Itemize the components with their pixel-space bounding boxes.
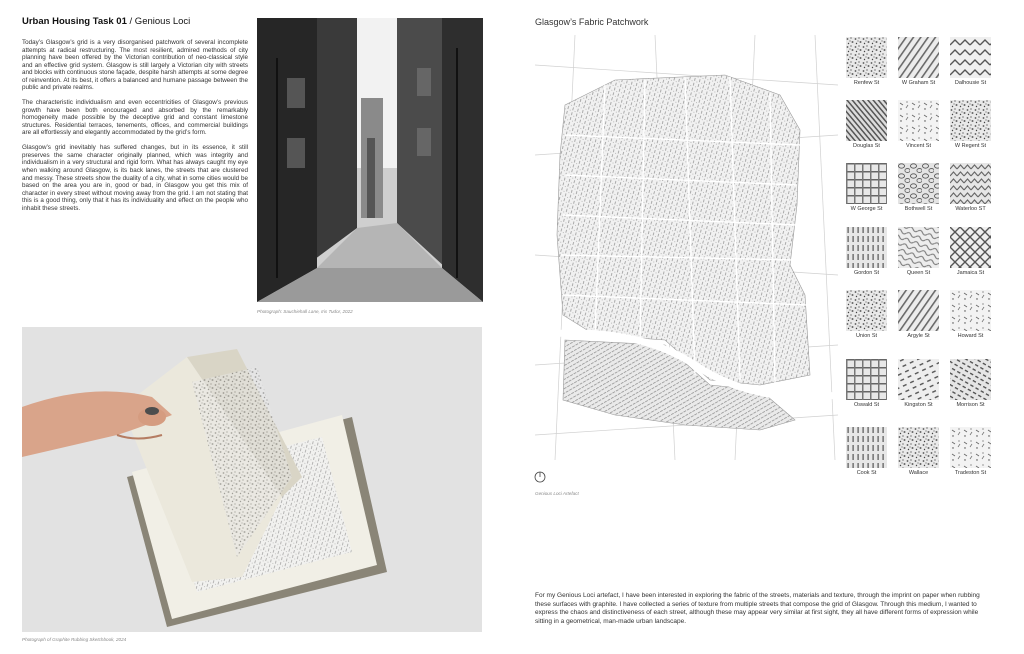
texture-swatch (950, 100, 991, 149)
texture-swatch-label: Morrison St (956, 402, 985, 408)
texture-swatch-label: Dalhousie St (954, 80, 987, 86)
patchwork-map (535, 35, 838, 460)
texture-swatch (898, 290, 939, 339)
texture-swatch-label: Queen St (906, 270, 931, 276)
texture-swatch-image (898, 427, 939, 468)
texture-swatch-image (898, 227, 939, 268)
texture-swatch (898, 100, 939, 149)
texture-swatch (898, 427, 939, 476)
sketchbook-photo (22, 327, 482, 632)
sketchbook-photo-image (22, 327, 482, 632)
texture-swatch (846, 290, 887, 339)
texture-swatch-image (846, 163, 887, 204)
title-light: / Genious Loci (126, 16, 191, 27)
texture-swatch-label: Wallace (908, 470, 929, 476)
essay-text (22, 39, 248, 220)
texture-swatch-image (950, 37, 991, 78)
texture-swatch-image (950, 100, 991, 141)
texture-swatch-image (846, 427, 887, 468)
texture-swatch-label: Argyle St (907, 333, 930, 339)
texture-swatch (950, 359, 991, 408)
texture-swatch-image (898, 290, 939, 331)
texture-swatch (950, 163, 991, 212)
map-title: Glasgow’s Fabric Patchwork (535, 17, 649, 27)
essay-paragraph-3: Glasgow’s grid inevitably has suffered changes, but in its essence, it still preserves the same character originally planned, which was integrity and individualism in a very structural and rigid form. What has always caught my eye when walking around Glasgow, is its back lanes, the streets that are clustered and messy. These streets show the duality of a city, what in some cities would be based on the area you are in, good or bad, in Glasgow you get this mix of character in every street without moving away from the grid. I am not stating that this is a good thing, only that it has its individuality and effect on the people who inhabit these streets. (22, 144, 248, 212)
texture-swatch (846, 163, 887, 212)
texture-swatch (846, 100, 887, 149)
texture-swatch-image (950, 290, 991, 331)
essay-paragraph-1: Today’s Glasgow’s grid is a very disorganised patchwork of several incomplete attempts at radical restructuring. The most resilient, admired methods of city planning have been offered by the Victorian contribution of neo-classical style and an effective grid system. Glasgow is still largely a Victorian city with streets and blocks with continuous stone façade, despite harsh attempts at some degree of reinvention. At its best, it offers a balanced and humane passage between the public and private realms. (22, 39, 248, 92)
texture-swatch-label: Tradeston St (954, 470, 987, 476)
texture-swatch-label: Douglas St (853, 143, 880, 149)
texture-swatch-label: Kingston St (904, 402, 933, 408)
texture-swatch-image (846, 227, 887, 268)
texture-swatch-image (950, 359, 991, 400)
texture-swatch (898, 227, 939, 276)
lane-photo-caption: Photograph: Sauchiehall Lane, Iris Tudor, 2022 (257, 309, 353, 314)
texture-swatch-label: Bothwell St (904, 206, 933, 212)
texture-swatch-label: W Regent St (954, 143, 987, 149)
texture-swatch (846, 359, 887, 408)
texture-swatch-image (950, 427, 991, 468)
texture-swatch (898, 37, 939, 86)
texture-swatch-image (846, 359, 887, 400)
texture-swatch (950, 290, 991, 339)
texture-swatch-image (898, 37, 939, 78)
page-title (22, 16, 190, 27)
texture-swatch (950, 227, 991, 276)
texture-swatch (846, 227, 887, 276)
texture-swatch (950, 37, 991, 86)
texture-swatch-image (846, 37, 887, 78)
texture-swatch-label: Oswald St (853, 402, 880, 408)
texture-swatch-label: W George St (850, 206, 883, 212)
texture-swatch-label: Waterloo ST (955, 206, 986, 212)
texture-swatch (898, 359, 939, 408)
sketchbook-photo-caption: Photograph of Graphite Rubbing Sketchbook, 2024 (22, 637, 127, 642)
texture-swatch-label: Cook St (856, 470, 877, 476)
patchwork-map-image (535, 35, 838, 460)
texture-swatch (950, 427, 991, 476)
texture-swatch-image (846, 100, 887, 141)
texture-swatch-image (898, 163, 939, 204)
artefact-description: For my Genious Loci artefact, I have been interested in exploring the fabric of the streets, materials and texture, through the imprint on paper when rubbing these surfaces with graphite. I have collected a series of texture from multiple streets that compose the grid of Glasgow. Through this medium, I wanted to express the chaos and distinctiveness of each street, although these may appear very similar at first sight, they all have different forms of expression while sitting in a geometrical, man-made urban landscape. (535, 592, 980, 626)
texture-swatch-label: Howard St (957, 333, 984, 339)
north-arrow-icon (534, 470, 546, 488)
texture-swatch-label: Union St (855, 333, 878, 339)
texture-swatch-image (898, 359, 939, 400)
lane-photo (257, 18, 483, 302)
texture-swatch-label: Vincent St (906, 143, 931, 149)
texture-swatch-label: Gordon St (853, 270, 880, 276)
texture-swatch (846, 37, 887, 86)
title-bold: Urban Housing Task 01 (22, 16, 127, 27)
texture-swatch-image (950, 163, 991, 204)
texture-swatch-image (846, 290, 887, 331)
texture-swatch-label: Jamaica St (956, 270, 985, 276)
texture-swatch-image (950, 227, 991, 268)
texture-swatch-label: Renfew St (853, 80, 880, 86)
essay-paragraph-2: The characteristic individualism and even eccentricities of Glasgow’s previous growth have been both encouraged and absorbed by the remarkably homogeneity made possible by the deceptive grid and constant limestone structures. Residential terraces, tenements, offices, and commercial buildings are all effortlessly and elegantly accommodated by the grid’s form. (22, 99, 248, 137)
texture-swatch (846, 427, 887, 476)
map-caption: Genious Loci Artefact (535, 491, 579, 496)
texture-swatch-label: W Graham St (901, 80, 936, 86)
texture-swatch (898, 163, 939, 212)
texture-swatch-image (898, 100, 939, 141)
lane-photo-image (257, 18, 483, 302)
